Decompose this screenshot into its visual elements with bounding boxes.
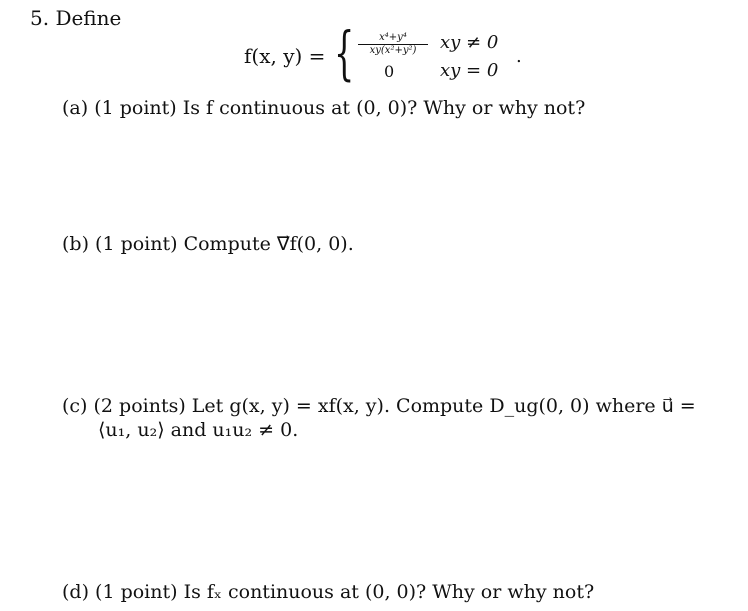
definition-end: . <box>516 46 522 67</box>
fraction-denominator: xy(x²+y²) <box>369 45 417 56</box>
case1-fraction <box>358 32 428 57</box>
case2-condition: xy = 0 <box>440 60 499 81</box>
question-a-text: (a) (1 point) Is f continuous at (0, 0)? Why or why not? <box>62 97 586 119</box>
question-a <box>62 96 722 120</box>
question-d-text: (d) (1 point) Is fₓ continuous at (0, 0)? Why or why not? <box>62 581 595 603</box>
function-lhs: f(x, y) = <box>244 44 326 68</box>
question-c-text-line1: (c) (2 points) Let g(x, y) = xf(x, y). Compute D_ug(0, 0) where u⃗ = <box>62 395 696 417</box>
question-c-text-line2: ⟨u₁, u₂⟩ and u₁u₂ ≠ 0. <box>98 419 299 441</box>
question-b <box>62 232 722 256</box>
case1-condition: xy ≠ 0 <box>440 32 499 53</box>
case2-value: 0 <box>384 62 395 81</box>
question-c <box>62 394 722 442</box>
piecewise-definition <box>244 19 544 88</box>
question-b-text: (b) (1 point) Compute ∇⃗f(0, 0). <box>62 233 354 255</box>
problem-heading: 5. Define <box>30 6 122 30</box>
fraction-numerator: x⁴+y⁴ <box>358 32 428 45</box>
left-brace: { <box>334 19 355 87</box>
question-d <box>62 580 722 604</box>
